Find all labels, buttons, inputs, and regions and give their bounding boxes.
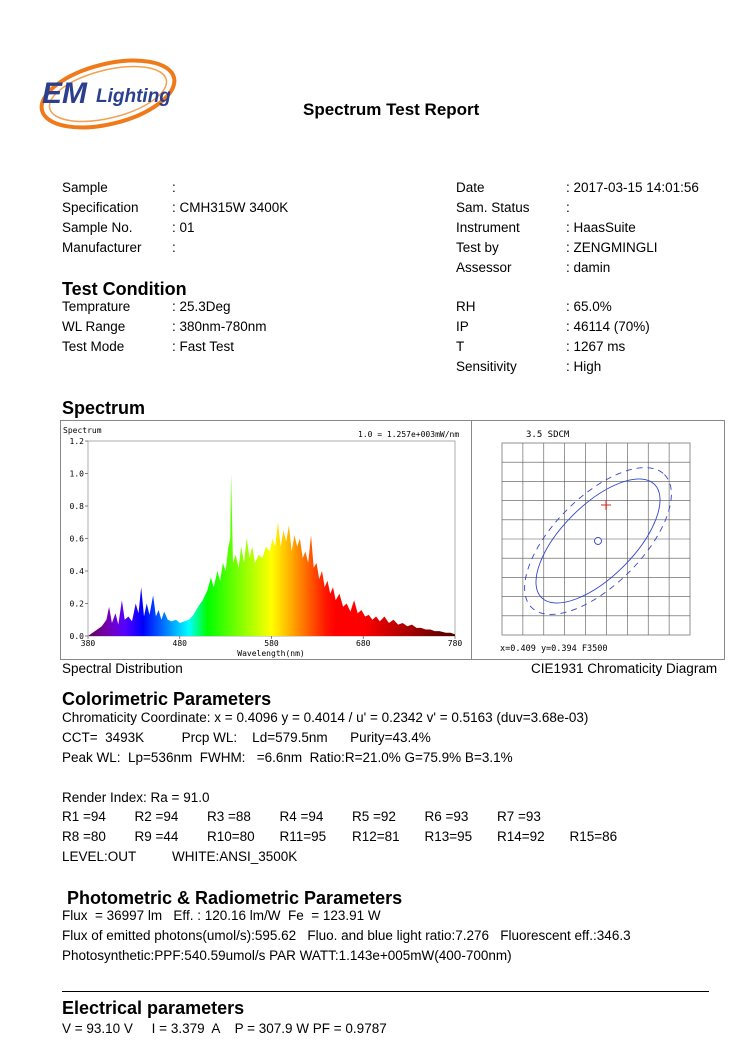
cct-line: CCT= 3493K Prcp WL: Ld=579.5nm Purity=43.4% [62,730,431,745]
header-field-label: Test by [456,240,499,255]
logo-lighting-text: Lighting [96,86,171,107]
condition-field-label: WL Range [62,319,126,334]
header-field-label: Sample [62,180,108,195]
condition-field-value: : 1267 ms [566,339,626,354]
header-field-value: : [566,200,570,215]
spectral-distribution-chart [61,421,471,659]
flux-line: Flux = 36997 lm Eff. : 120.16 lm/W Fe = 123.91 W [62,908,381,923]
condition-field-value: : 25.3Deg [172,299,231,314]
colorimetric-heading: Colorimetric Parameters [62,689,272,709]
x-tick-label: 780 [447,639,463,648]
electrical-heading: Electrical parameters [62,998,245,1018]
condition-field-value: : Fast Test [172,339,235,354]
peak-wl-line: Peak WL: Lp=536nm FWHM: =6.6nm Ratio:R=21.0% G=75.9% B=3.1% [62,750,513,765]
y-tick-label: 0.8 [69,502,84,511]
white-text: WHITE:ANSI_3500K [172,849,298,864]
r-value: R7 =93 [497,809,541,824]
y-tick-label: 0.4 [69,567,84,576]
y-tick-label: 1.0 [69,469,84,479]
condition-field-label: Temprature [62,299,131,314]
electrical-line: V = 93.10 V I = 3.379 A P = 307.9 W PF = 0.9787 [62,1021,387,1036]
header-field-value: : damin [566,260,611,275]
company-logo [36,52,186,132]
render-index: Render Index: Ra = 91.0 [62,790,210,805]
header-field-label: Sam. Status [456,200,530,215]
condition-field-value: : 65.0% [566,299,612,314]
condition-field-value: : High [566,359,602,374]
cie-title: 3.5 SDCM [526,430,570,440]
header-field-value: : 2017-03-15 14:01:56 [566,180,699,195]
cie-chromaticity-diagram [472,421,724,659]
photometric-heading: Photometric & Radiometric Parameters [67,888,403,908]
r-value: R14=92 [497,829,545,844]
r-value: R11=95 [279,829,327,844]
spectrum-area [88,474,455,637]
r-value: R4 =94 [279,809,324,824]
header-field-value: : CMH315W 3400K [172,200,289,215]
r-value: R15=86 [569,829,618,844]
r-value: R1 =94 [62,809,106,824]
header-field-label: Sample No. [62,220,133,235]
r-value: R12=81 [352,829,400,844]
level-text: LEVEL:OUT [62,849,137,864]
y-tick-label: 0.6 [69,534,84,544]
x-tick-label: 580 [264,639,279,648]
y-tick-label: 0.0 [69,632,84,641]
condition-field-label: Test Mode [62,339,125,354]
header-field-value: : HaasSuite [566,220,636,235]
header-field-label: Instrument [456,220,520,235]
header-field-label: Assessor [456,260,512,275]
r-value: R3 =88 [207,809,251,824]
cie-target-point [595,538,602,545]
cie-readout: x=0.409 y=0.394 F3500 [500,644,608,654]
logo-em-text: EM [42,77,87,110]
header-field-value: : 01 [172,220,195,235]
spectral-distribution-caption: Spectral Distribution [62,661,183,676]
x-tick-label: 380 [80,639,96,648]
page-title: Spectrum Test Report [303,100,480,119]
condition-field-value: : 46114 (70%) [566,319,650,334]
condition-field-label: IP [456,319,469,334]
r-value: R5 =92 [352,809,396,824]
test-condition-heading: Test Condition [62,279,187,299]
condition-field-label: Sensitivity [456,359,517,374]
header-field-label: Manufacturer [62,240,142,255]
scale-note: 1.0 = 1.257e+003mW/nm [358,430,460,439]
header-field-label: Date [456,180,485,195]
y-tick-label: 0.2 [69,599,84,609]
y-tick-label: 1.2 [69,437,84,446]
condition-field-value: : 380nm-780nm [172,319,267,334]
photosynthetic-line: Photosynthetic:PPF:540.59umol/s PAR WATT:1.143e+005mW(400-700nm) [62,948,512,963]
header-field-value: : ZENGMINGLI [566,240,658,255]
header-field-label: Specification [62,200,139,215]
photon-flux-line: Flux of emitted photons(umol/s):595.62 Fluo. and blue light ratio:7.276 Fluorescent eff.:346.3 [62,928,631,943]
x-axis-label: Wavelength(nm) [237,649,305,658]
r-value: R9 =44 [134,829,179,844]
section-rule [62,991,709,992]
x-tick-label: 680 [356,639,371,648]
condition-field-label: RH [456,299,476,314]
r-value: R13=95 [424,829,473,844]
x-tick-label: 480 [172,639,187,648]
r-value: R10=80 [207,829,255,844]
spectrum-heading: Spectrum [62,398,146,418]
r-value: R8 =80 [62,829,106,844]
cie-diagram-caption: CIE1931 Chromaticity Diagram [531,661,718,676]
plot-label: Spectrum [63,426,102,435]
r-value: R6 =93 [424,809,469,824]
chromaticity-line: Chromaticity Coordinate: x = 0.4096 y = 0.4014 / u' = 0.2342 v' = 0.5163 (duv=3.68e-03) [62,710,589,725]
header-field-value: : [172,180,176,195]
r-value: R2 =94 [134,809,179,824]
header-field-value: : [172,240,176,255]
condition-field-label: T [456,339,465,354]
